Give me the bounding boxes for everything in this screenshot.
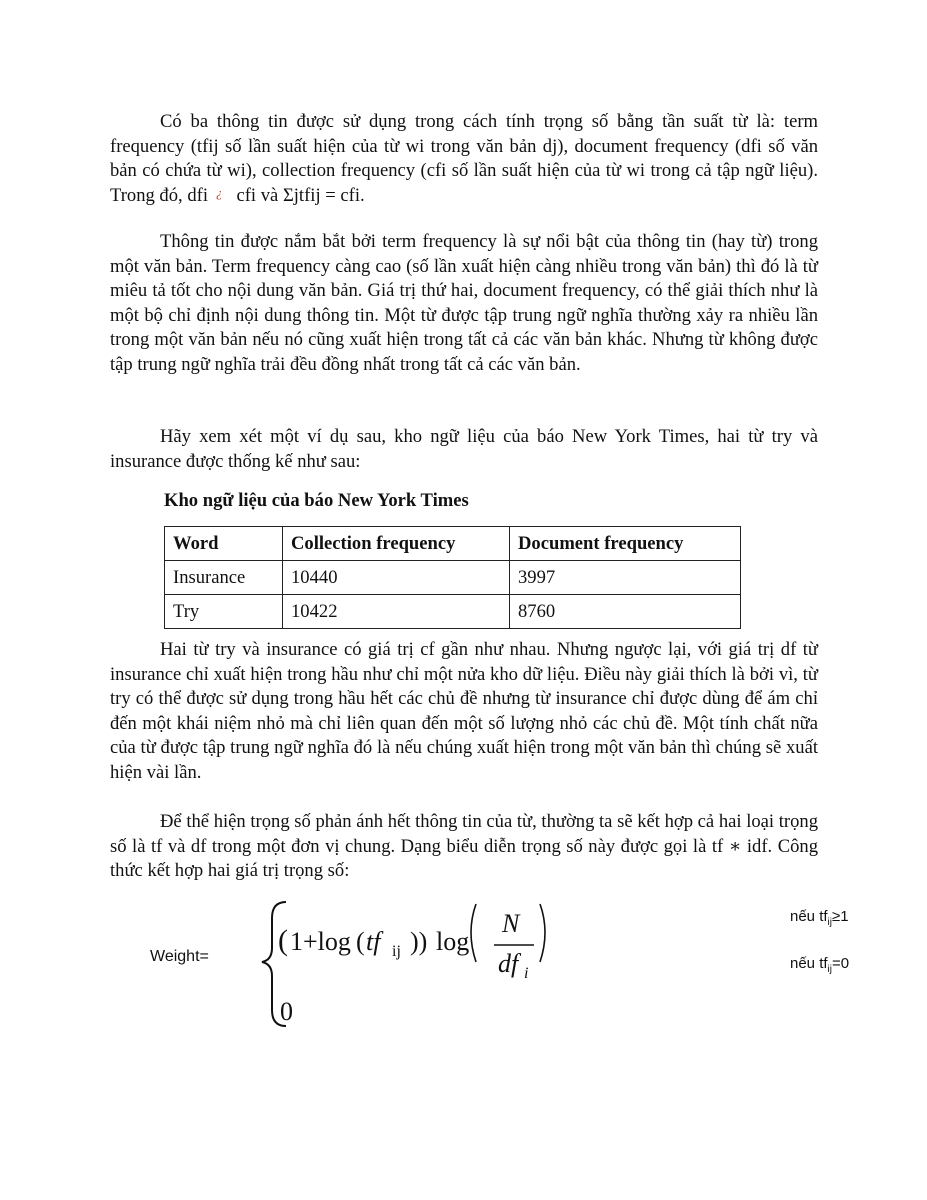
formula-label: Weight= — [150, 948, 209, 965]
table-cell: 8760 — [510, 595, 741, 629]
table-header-cell: Document frequency — [510, 527, 741, 561]
table-row — [165, 595, 741, 629]
paragraph-text: Thông tin được nắm bắt bởi term frequency là sự nổi bật của thông tin (hay từ) trong một văn bản. Term frequency càng cao (số lần xuất hiện càng nhiều trong văn bản) thì đó là từ miêu tả tốt cho nội dung văn bản. Giá trị thứ hai, document frequency, có thể giải thích như là một bộ chỉ định nội dung thông tin. Một từ được tập trung ngữ nghĩa thường xảy ra nhiều lần trong một văn bản nếu nó cũng xuất hiện trong tất cả các văn bản khác. Nhưng từ không được tập trung ngữ nghĩa trải đều đồng nhất trong tất cả các văn bản. — [110, 231, 818, 375]
paragraph-comparison — [110, 638, 818, 786]
numerator-n: N — [502, 909, 520, 938]
weight-formula — [0, 890, 927, 1050]
log-symbol: log — [436, 927, 470, 956]
condition-subscript: ij — [827, 917, 832, 928]
condition-tf-positive — [790, 908, 849, 928]
condition-text: nếu tf — [790, 955, 828, 972]
table-cell: Try — [165, 595, 283, 629]
paragraph-text-end: cfi và Σjtfij = cfi. — [236, 184, 365, 206]
table-header-row — [165, 527, 741, 561]
paragraph-text: Để thể hiện trọng số phản ánh hết thông tin của từ, thường ta sẽ kết hợp cả hai loại trọng số là tf và df trong một đơn vị chung. Dạng biểu diễn trọng số này được gọi là tf ∗ idf. Công thức kết hợp hai giá trị trọng số: — [110, 811, 818, 882]
formula-svg — [0, 890, 927, 1050]
table-cell: 10440 — [283, 561, 510, 595]
frequency-table — [164, 526, 741, 629]
denominator-subscript: i — [524, 965, 529, 982]
table-row — [165, 561, 741, 595]
close-parens: )) — [410, 927, 428, 956]
table-header-cell: Word — [165, 527, 283, 561]
paragraph-term-frequency-meaning — [110, 230, 818, 378]
paragraph-text: Hai từ try và insurance có giá trị cf gần như nhau. Nhưng ngược lại, với giá trị df từ insurance chỉ xuất hiện trong hầu như chỉ một nửa kho dữ liệu. Điều này giải thích là bởi vì, từ try có thể được sử dụng trong hầu hết các chủ đề nhưng từ insurance chỉ được dùng để ám chỉ đến một khái niệm nhỏ mà chỉ liên quan đến một số lượng nhỏ các chủ đề. Một tính chất nữa của từ được tập trung ngữ nghĩa đó là nếu chúng xuất hiện trong một văn bản thì chúng sẽ xuất hiện vài lần. — [110, 639, 818, 783]
log-close-paren — [540, 904, 545, 962]
table-header-cell: Collection frequency — [283, 527, 510, 561]
inner-open-paren: ( — [356, 927, 365, 956]
open-paren: ( — [278, 924, 288, 957]
condition-subscript: ij — [827, 964, 832, 975]
condition-text-end: ≥1 — [831, 908, 849, 925]
paragraph-text: Hãy xem xét một ví dụ sau, kho ngữ liệu của báo New York Times, hai từ try và insurance được thống kế như sau: — [110, 426, 818, 472]
one-plus-log: 1+log — [290, 927, 351, 956]
zero-value: 0 — [280, 997, 293, 1026]
condition-text-end: =0 — [831, 955, 850, 972]
table-cell: 10422 — [283, 595, 510, 629]
paragraph-text: Có ba thông tin được sử dụng trong cách tính trọng số bằng tần suất từ là: term frequency (tfij số lần suất hiện của từ wi trong văn bản dj), document frequency (dfi số văn bản có chứa từ wi), collection frequency (cfi số lần suất hiện của từ wi trong cả tập ngữ liệu). Trong đó, dfi — [110, 111, 818, 206]
log-open-paren — [471, 904, 476, 962]
table-cell: 3997 — [510, 561, 741, 595]
condition-tf-zero — [790, 955, 849, 975]
inline-glyph: ¿ — [215, 184, 223, 200]
tf-subscript: ij — [392, 943, 401, 960]
paragraph-example-intro — [110, 425, 818, 474]
tf-symbol: tf — [366, 927, 381, 956]
table-caption: Kho ngữ liệu của báo New York Times — [164, 490, 469, 511]
table-cell: Insurance — [165, 561, 283, 595]
paragraph-term-frequency-intro — [110, 110, 818, 209]
condition-text: nếu tf — [790, 908, 828, 925]
paragraph-tf-idf — [110, 810, 818, 884]
denominator-df: df — [498, 949, 519, 978]
